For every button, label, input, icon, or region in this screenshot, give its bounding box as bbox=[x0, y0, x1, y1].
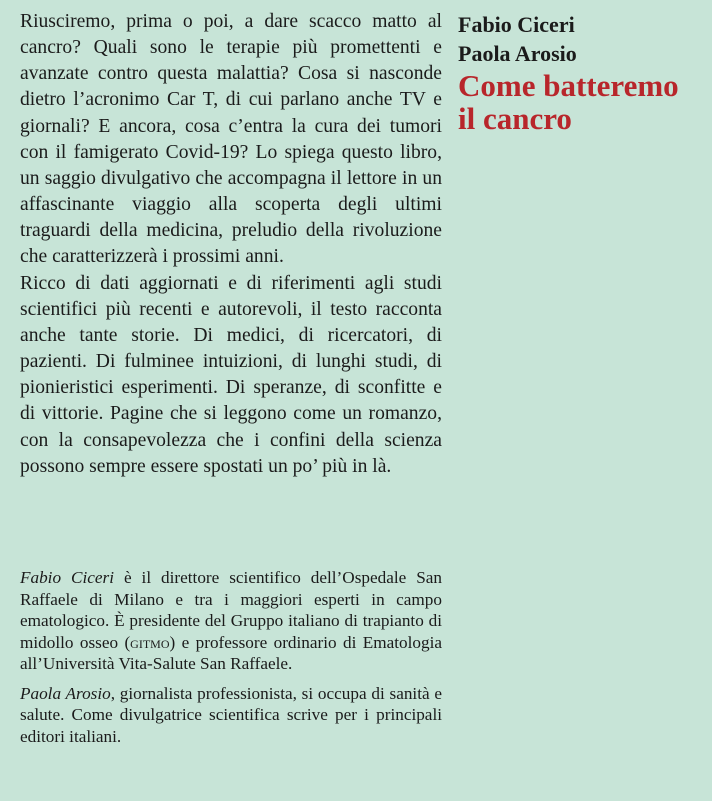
bio-acronym: gitmo bbox=[130, 632, 170, 652]
author-name: Paola Arosio bbox=[458, 41, 577, 66]
book-blurb bbox=[20, 9, 442, 480]
title-block bbox=[458, 10, 708, 135]
book-title-line: il cancro bbox=[458, 101, 572, 136]
bio-author-name: Paola Arosio bbox=[20, 683, 111, 703]
bio-text: è il direttore scientifico dell’Ospedale San Raffaele di Milano e tra i maggiori esperti in campo ematologico. È presidente del Gruppo italiano di trapianto di midollo osseo ( bbox=[20, 568, 442, 652]
bio-author-name: Fabio Ciceri bbox=[20, 568, 114, 587]
bio-text: , giornalista professionista, si occupa di sanità e salute. Come divulgatrice scientifica scrive per i principali editori italiani. bbox=[20, 683, 442, 746]
author-name: Fabio Ciceri bbox=[458, 12, 575, 37]
book-title bbox=[458, 69, 708, 135]
bio-fabio-ciceri bbox=[20, 567, 442, 675]
author-bios bbox=[20, 567, 442, 755]
bio-paola-arosio bbox=[20, 683, 442, 748]
bio-text: ) e professore ordinario di Ematologia all’Università Vita-Salute San Raffaele. bbox=[20, 632, 442, 673]
book-title-line: Come batteremo bbox=[458, 68, 679, 103]
blurb-paragraph-1: Riusciremo, prima o poi, a dare scacco matto al cancro? Quali sono le terapie più promettenti e avanzate contro questa malattia? Cosa si nasconde dietro l’acronimo Car T, di cui parlano anche TV e giornali? E ancora, cosa c’entra la cura dei tumori con il famigerato Covid-19? Lo spiega questo libro, un saggio divulgativo che accompagna il lettore in un affascinante viaggio alla scoperta degli ultimi traguardi della medicina, preludio della rivoluzione che caratterizzerà i prossimi anni. bbox=[20, 11, 442, 268]
blurb-paragraph-2: Ricco di dati aggiornati e di riferimenti agli studi scientifici più recenti e autorevoli, il testo racconta anche tante storie. Di medici, di ricercatori, di pazienti. Di fulminee intuizioni, di lunghi studi, di pionieristici esperimenti. Di speranze, di sconfitte e di vittorie. Pagine che si leggono come un romanzo, con la consapevolezza che i confini della scienza possono sempre essere spostati un po’ più in là. bbox=[20, 272, 442, 477]
